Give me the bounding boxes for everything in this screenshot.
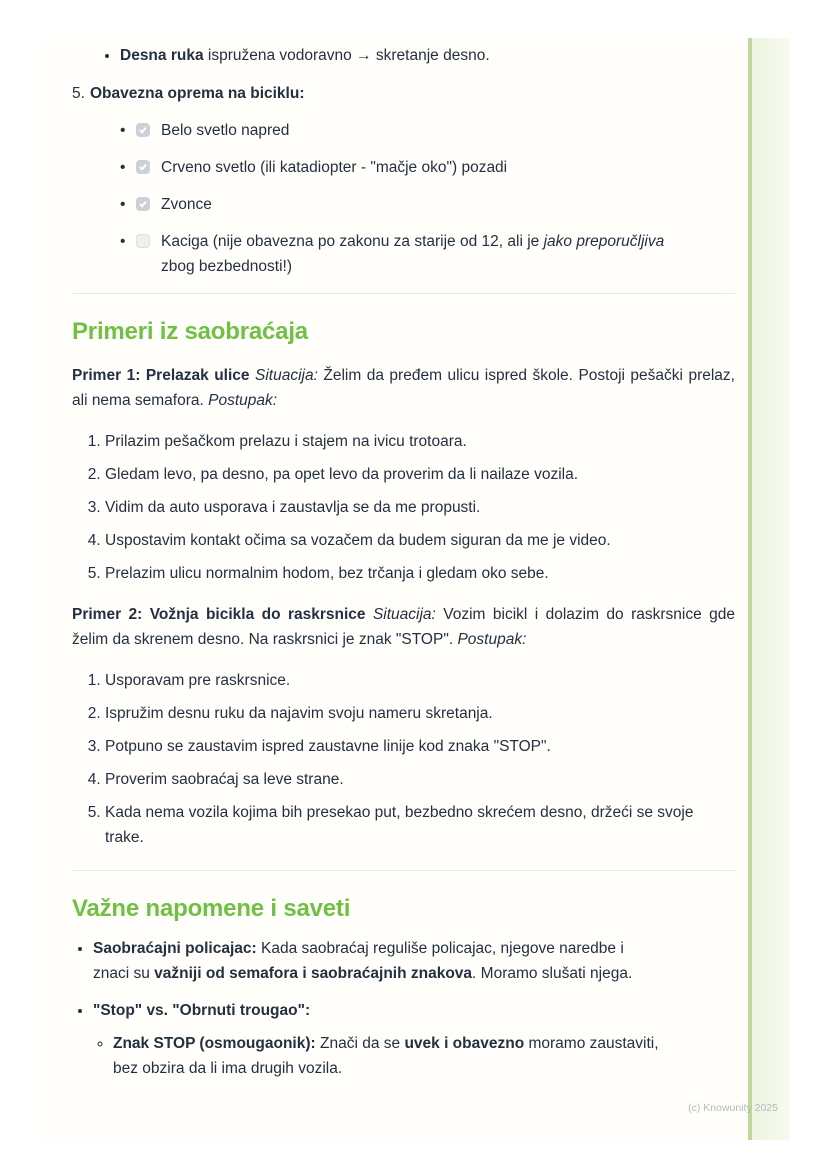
- example2-steps: [72, 668, 735, 850]
- equipment-body: [90, 81, 735, 279]
- equipment-checklist: [90, 118, 735, 279]
- check-mark: [139, 126, 147, 134]
- text-segment: Znači da se: [315, 1035, 405, 1052]
- checklist-item: [120, 155, 695, 180]
- example1-intro: [72, 363, 735, 413]
- step-text: Usporavam pre raskrsnice.: [105, 672, 291, 689]
- text-segment: Desna ruka: [120, 47, 204, 64]
- text-segment: Kaciga (nije obavezna po zakonu za starije od 12, ali je: [161, 233, 544, 250]
- watermark: (c) Knowunity 2025: [688, 1102, 778, 1114]
- equipment-number: 5.: [72, 85, 85, 102]
- equipment-section: [72, 81, 735, 279]
- step-item: [105, 561, 735, 586]
- check-mark: [139, 163, 147, 171]
- text-segment: zbog bezbednosti!): [161, 258, 292, 275]
- text-segment: Situacija:: [372, 606, 436, 623]
- document-page: [40, 38, 790, 1140]
- text-segment: uvek i obavezno: [404, 1035, 525, 1052]
- checklist-text: [161, 192, 695, 217]
- text-segment: jako preporučljiva: [543, 233, 665, 250]
- subnote-item: [113, 1031, 735, 1081]
- page-accent-strip: [748, 38, 790, 1140]
- examples-heading: Primeri iz saobraćaja: [72, 318, 308, 345]
- step-item: [105, 701, 735, 726]
- section-divider: [72, 870, 735, 871]
- step-text: Prilazim pešačkom prelazu i stajem na ivicu trotoara.: [105, 433, 467, 450]
- checkbox-checked-icon: [136, 160, 150, 174]
- text-segment: Postupak:: [208, 392, 278, 409]
- note-text: [93, 998, 310, 1023]
- text-segment: Primer 2: Vožnja bicikla do raskrsnice: [72, 606, 366, 623]
- step-text: Prelazim ulicu normalnim hodom, bez trčanja i gledam oko sebe.: [105, 565, 549, 582]
- step-text: Vidim da auto usporava i zaustavlja se da me propusti.: [105, 499, 481, 516]
- text-segment: Želim da pređem ulicu ispred škole. Postoji pešački prelaz, ali nema semafora.: [72, 367, 735, 409]
- section-divider: [72, 293, 735, 294]
- step-text: Potpuno se zaustavim ispred zaustavne linije kod znaka "STOP".: [105, 738, 551, 755]
- step-item: [105, 528, 735, 553]
- step-item: [105, 429, 735, 454]
- text-segment: Kada saobraćaj reguliše policajac, njegove naredbe i znaci su: [93, 940, 624, 982]
- text-segment: ispružena vodoravno → skretanje desno.: [203, 47, 490, 64]
- text-segment: Primer 1: Prelazak ulice: [72, 367, 250, 384]
- text-segment: "Stop" vs. "Obrnuti trougao":: [93, 1002, 311, 1019]
- text-segment: moramo zaustaviti, bez obzira da li ima drugih vozila.: [113, 1035, 659, 1077]
- notes-heading: Važne napomene i saveti: [72, 895, 351, 922]
- check-mark: [139, 200, 147, 208]
- text-segment: Belo svetlo napred: [161, 122, 290, 139]
- subnote-text: [113, 1031, 661, 1081]
- step-item: [105, 800, 735, 850]
- step-item: [105, 767, 735, 792]
- checkbox-unchecked-icon: [136, 234, 150, 248]
- text-segment: Znak STOP (osmougaonik):: [113, 1035, 316, 1052]
- step-text: Ispružim desnu ruku da najavim svoju nameru skretanja.: [105, 705, 493, 722]
- text-segment: Zvonce: [161, 196, 212, 213]
- step-text: Gledam levo, pa desno, pa opet levo da proverim da li nailaze vozila.: [105, 466, 579, 483]
- subnote-list: [93, 1031, 735, 1081]
- step-item: [105, 495, 735, 520]
- checklist-text: [161, 229, 695, 279]
- text-segment: Crveno svetlo (ili katadiopter - "mačje oko") pozadi: [161, 159, 508, 176]
- checklist-text: [161, 155, 695, 180]
- text-segment: Situacija:: [255, 367, 318, 384]
- step-item: [105, 462, 735, 487]
- note-text: [93, 936, 641, 986]
- equipment-title: Obavezna oprema na biciklu:: [90, 85, 305, 102]
- page-content: [40, 43, 790, 1081]
- hand-signal-list: [72, 43, 735, 68]
- step-item: [105, 668, 735, 693]
- text-segment: . Moramo slušati njega.: [472, 965, 633, 982]
- step-text: Proverim saobraćaj sa leve strane.: [105, 771, 344, 788]
- text-segment: važniji od semafora i saobraćajnih znakova: [154, 965, 473, 982]
- text-segment: Saobraćajni policajac:: [93, 940, 257, 957]
- checklist-item: [120, 118, 695, 143]
- checklist-item: [120, 229, 695, 279]
- text-segment: [366, 606, 373, 623]
- text-segment: Vozim bicikl i dolazim do raskrsnice gde želim da skrenem desno. Na raskrsnici je znak "STOP".: [72, 606, 735, 648]
- example1-steps: [72, 429, 735, 586]
- step-text: Kada nema vozila kojima bih presekao put, bezbedno skrećem desno, držeći se svoje trake.: [105, 804, 694, 846]
- checklist-item: [120, 192, 695, 217]
- checkbox-checked-icon: [136, 197, 150, 211]
- step-item: [105, 734, 735, 759]
- note-item: [93, 936, 735, 986]
- note-item: [93, 998, 735, 1081]
- hand-signal-item: [120, 43, 735, 68]
- example2-intro: [72, 602, 735, 652]
- hand-signal-text: [120, 47, 490, 64]
- checkbox-checked-icon: [136, 123, 150, 137]
- checklist-text: [161, 118, 695, 143]
- text-segment: Postupak:: [457, 631, 527, 648]
- step-text: Uspostavim kontakt očima sa vozačem da budem siguran da me je video.: [105, 532, 611, 549]
- notes-list: [72, 936, 735, 1081]
